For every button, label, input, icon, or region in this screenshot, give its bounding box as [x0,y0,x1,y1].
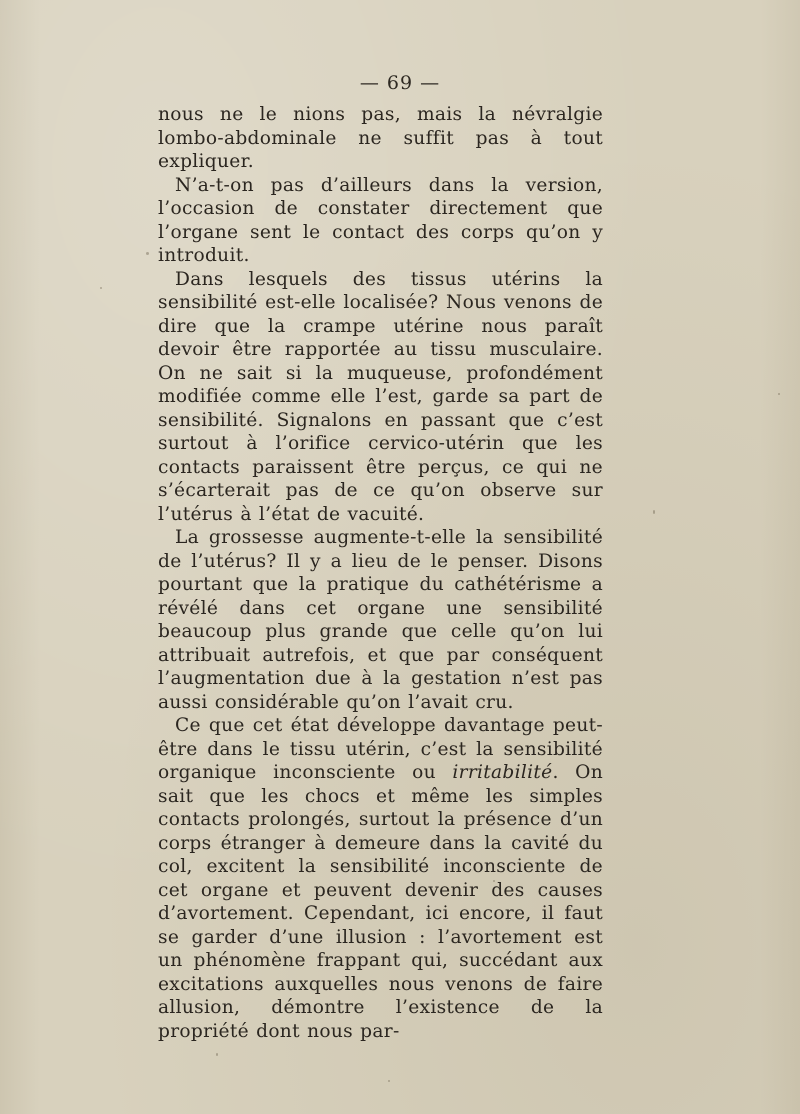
paper-speck [388,1080,390,1082]
paragraph-5-text-after: . On sait que les chocs et même les simples contacts prolongés, surtout la présence d’un corps étranger à demeure dans la cavité du col, excitent la sensibilité inconsciente de cet organe et peuvent devenir des causes d’avortement. Cependant, ici encore, il faut se garder d’une illusion : l’avortement est un phénomène frappant qui, succédant aux excitations auxquelles nous venons de faire allusion, démontre l’existence de la propriété dont nous par- [158,762,603,1042]
paragraph-5-emphasis: irritabilité [452,762,553,783]
paper-speck [653,510,655,514]
paper-speck [146,252,149,255]
paragraph-1: nous ne le nions pas, mais la névralgie lombo-abdominale ne suffit pas à tout expliquer. [158,104,603,172]
paper-speck [493,880,495,882]
body-text [158,103,603,1043]
paper-speck [216,1053,218,1056]
paragraph-4: La grossesse augmente-t-elle la sensibilité de l’utérus? Il y a lieu de le penser. Disons pourtant que la pratique du cathétérisme a révélé dans cet organe une sensibilité beaucoup plus grande que celle qu’on lui attribuait autrefois, et que par conséquent l’augmentation due à la gestation n’est pas aussi considérable qu’on l’avait cru. [158,527,603,713]
paper-speck [778,393,780,395]
paper-speck [100,287,102,289]
paragraph-5 [158,714,603,1043]
page-number: — 69 — [359,72,441,94]
paragraph-2: N’a-t-on pas d’ailleurs dans la version, l’occasion de constater directement que l’organe sent le contact des corps qu’on y introduit. [158,174,603,266]
paragraph-5-text-before: Ce que cet état développe davantage peut-être dans le tissu utérin, c’est la sensibilité organique inconsciente ou [158,715,603,783]
paragraph-3: Dans lesquels des tissus utérins la sensibilité est-elle localisée? Nous venons de dire que la crampe utérine nous paraît devoir être rapportée au tissu musculaire. On ne sait si la muqueuse, profondément modifiée comme elle l’est, garde sa part de sensibilité. Signalons en passant que c’est surtout à l’orifice cervico-utérin que les contacts paraissent être perçus, ce qui ne s’écarterait pas de ce qu’on observe sur l’utérus à l’état de vacuité. [158,268,603,525]
